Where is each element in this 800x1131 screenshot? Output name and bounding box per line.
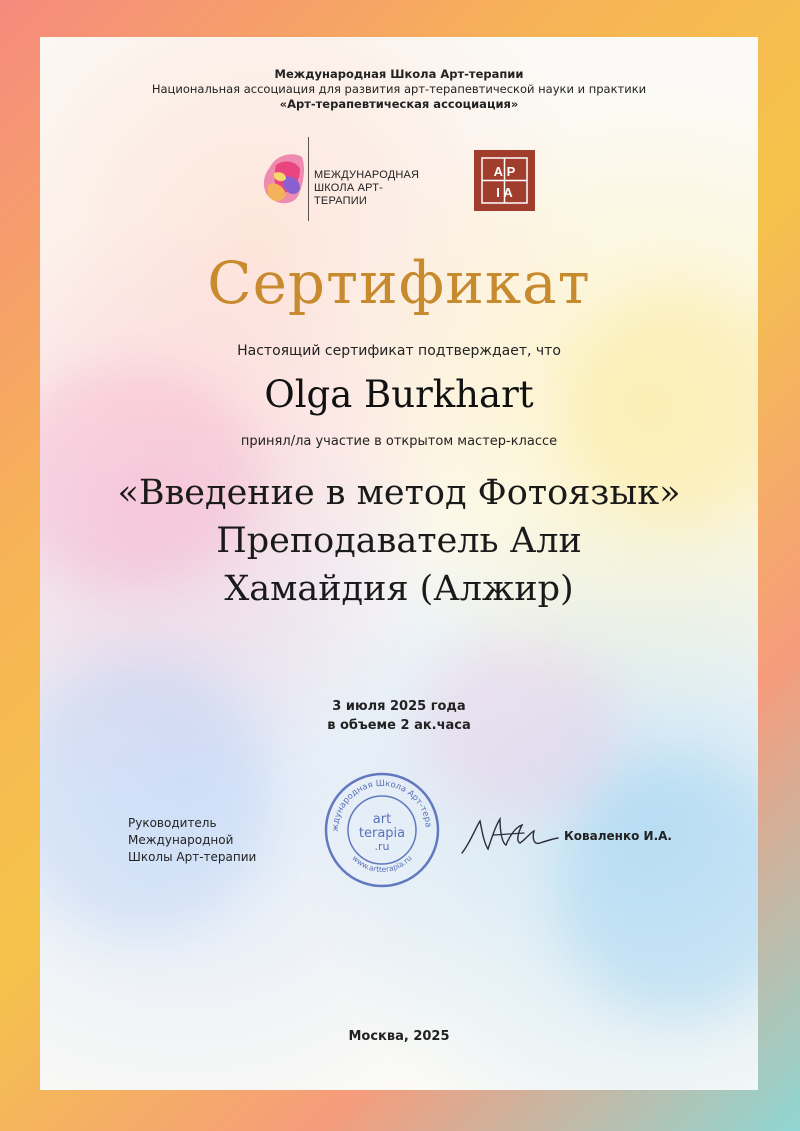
apia-top-letters: А Р bbox=[493, 164, 516, 179]
school-logo bbox=[262, 137, 432, 221]
association-title: «Арт-терапевтическая ассоциация» bbox=[279, 97, 519, 111]
school-name: Международная Школа Арт-терапии bbox=[274, 67, 524, 81]
paint-splash-icon bbox=[262, 137, 308, 221]
header-organizations bbox=[40, 67, 758, 112]
certificate-title: Сертификат bbox=[207, 249, 591, 317]
stamp-ring-text: ждународная Школа Арт-тера bbox=[330, 778, 433, 832]
logo-divider bbox=[308, 137, 309, 221]
participation-text: принял/ла участие в открытом мастер-классе bbox=[240, 434, 558, 449]
school-logo-line2: ШКОЛА АРТ-ТЕРАПИИ bbox=[314, 182, 383, 207]
event-date: 3 июля 2025 года bbox=[332, 699, 466, 714]
signer-name: Коваленко И.А. bbox=[564, 829, 672, 843]
stamp-center-line2: terapia bbox=[358, 826, 406, 841]
date-block bbox=[40, 697, 758, 735]
teacher-line1: Преподаватель Али bbox=[216, 521, 582, 561]
apia-logo bbox=[474, 150, 535, 211]
stamp-seal-icon bbox=[322, 770, 442, 890]
leader-role-line2: Международной bbox=[128, 833, 234, 847]
leader-role bbox=[128, 815, 256, 866]
signature-scribble-icon bbox=[458, 813, 562, 861]
confirm-text: Настоящий сертификат подтверждает, что bbox=[237, 343, 561, 359]
apia-bottom-letters: І А bbox=[496, 185, 513, 200]
teacher-line2: Хамайдия (Алжир) bbox=[224, 569, 574, 609]
recipient-name: Olga Burkhart bbox=[264, 373, 534, 416]
leader-role-line1: Руководитель bbox=[128, 816, 217, 830]
official-stamp bbox=[322, 770, 442, 890]
apia-emblem-icon bbox=[474, 150, 535, 211]
course-info bbox=[40, 469, 758, 613]
course-title: «Введение в метод Фотоязык» bbox=[117, 473, 681, 513]
stamp-center-line1: art bbox=[372, 812, 392, 827]
handwritten-signature bbox=[458, 813, 562, 861]
association-name: Национальная ассоциация для развития арт-терапевтической науки и практики bbox=[151, 82, 647, 96]
course-volume: в объеме 2 ак.часа bbox=[327, 718, 471, 733]
school-logo-line1: МЕЖДУНАРОДНАЯ bbox=[314, 169, 420, 181]
certificate-page bbox=[40, 37, 758, 1090]
leader-role-line3: Школы Арт-терапии bbox=[128, 850, 257, 864]
school-logo-text bbox=[314, 169, 432, 208]
stamp-website: www.artterapia.ru bbox=[350, 853, 414, 875]
stamp-center-line3: .ru bbox=[374, 840, 390, 853]
city-year: Москва, 2025 bbox=[348, 1029, 450, 1044]
